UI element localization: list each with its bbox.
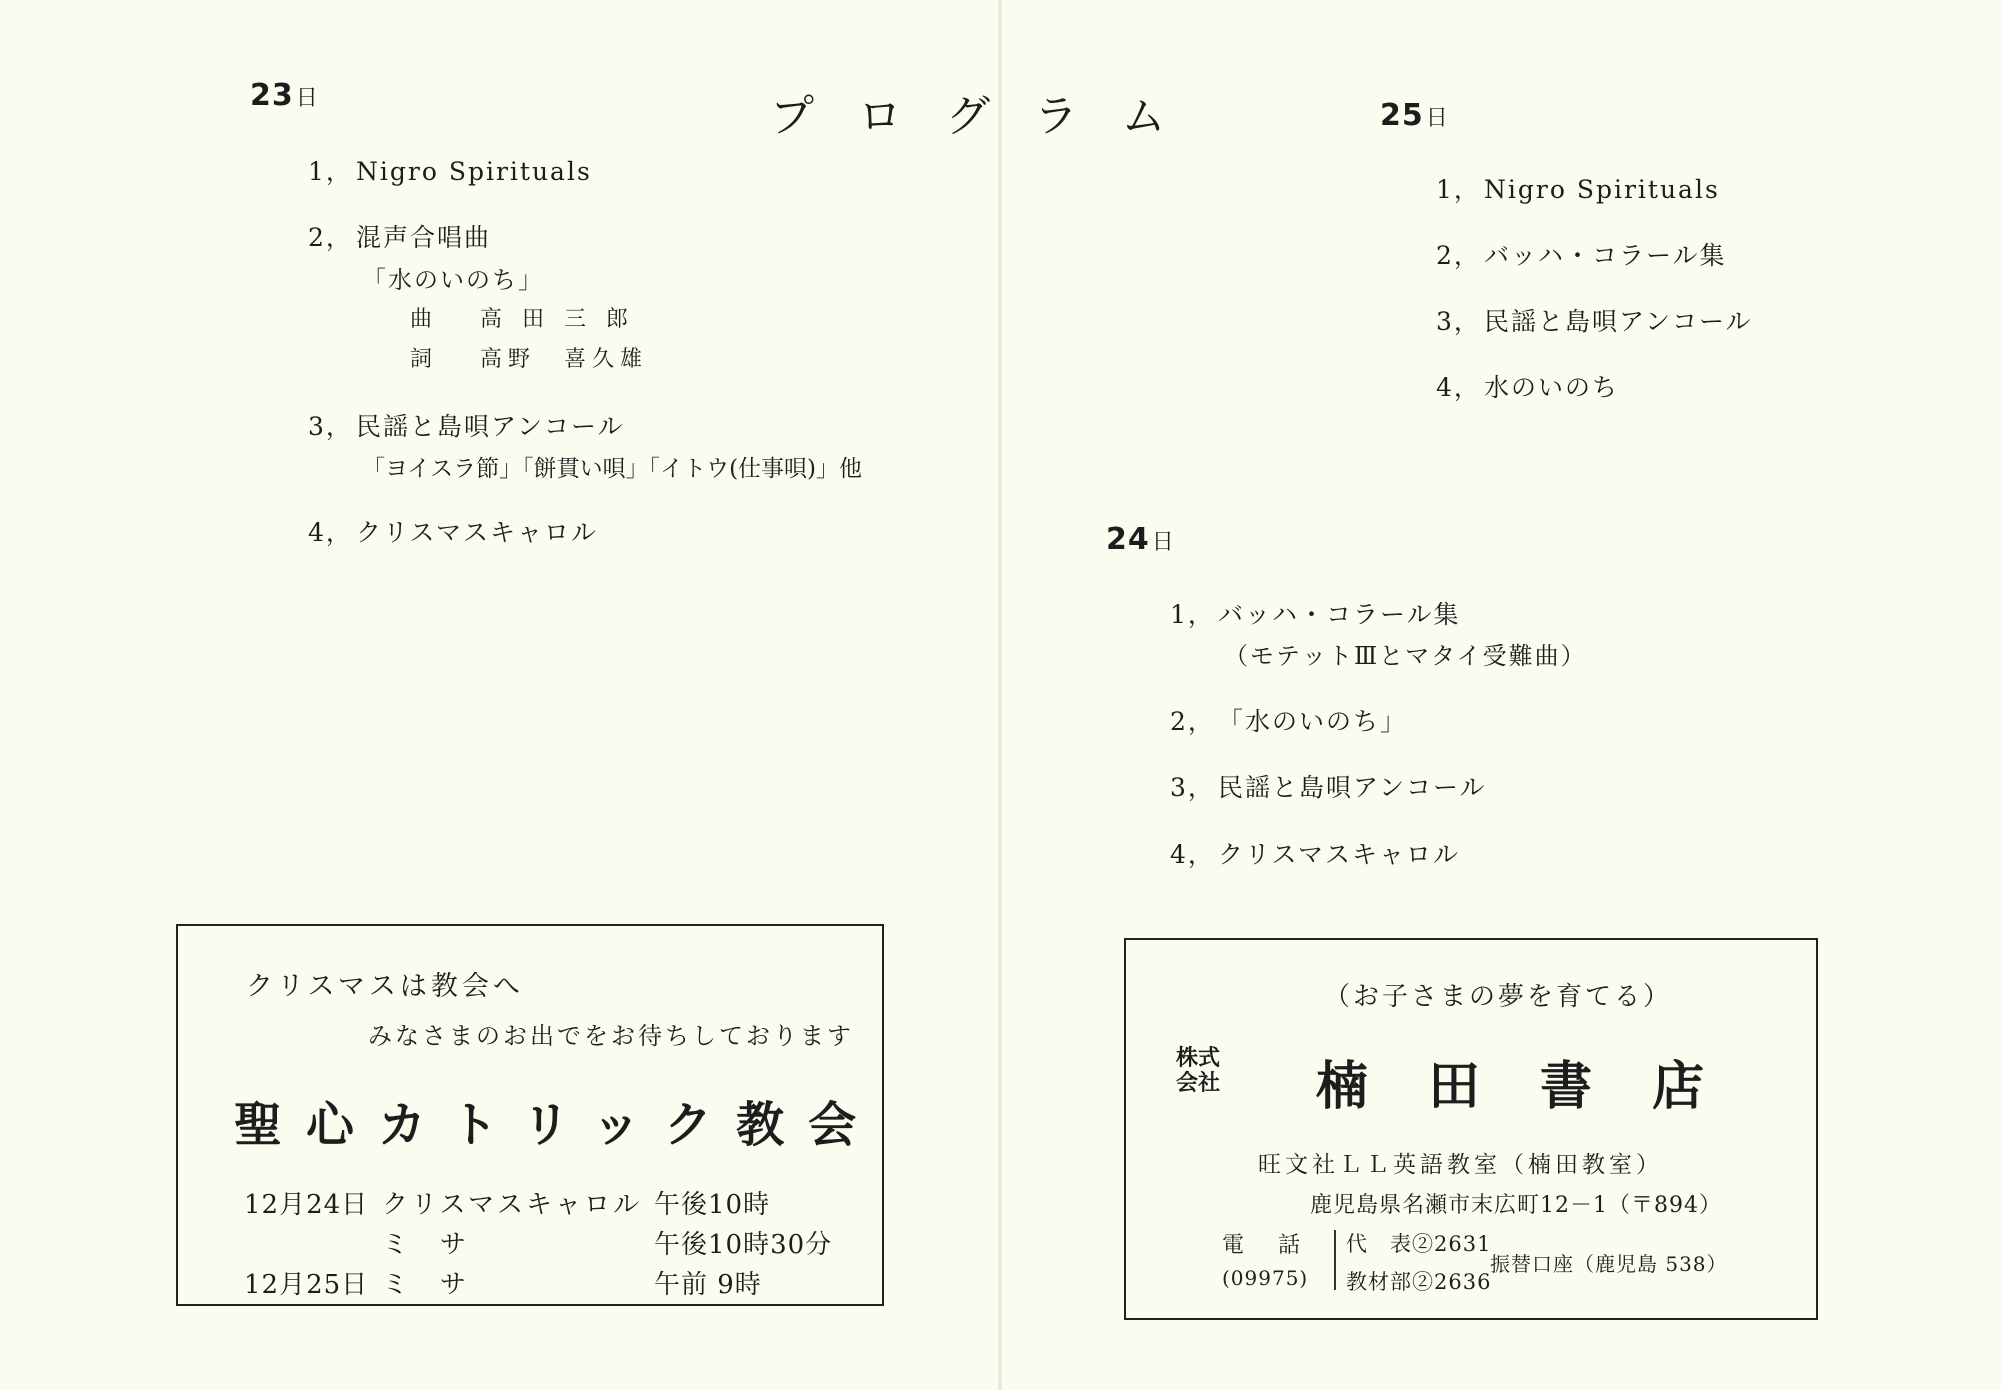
schedule-time: 午後10時 (654, 1190, 771, 1220)
item-text: 民謡と島唄アンコール (356, 412, 625, 441)
item-number: 1， (1436, 175, 1481, 204)
church-ad-headline: クリスマスは教会へ (246, 971, 524, 1002)
item-number: 4， (308, 518, 353, 547)
item-text: バッハ・コラール集 (1484, 241, 1727, 270)
day24-item-1 (1170, 595, 1461, 631)
day25-item-4 (1436, 368, 1619, 404)
day24-item-2 (1170, 702, 1407, 738)
item-number: 4， (1170, 840, 1215, 869)
composer-name: 高田三郎 (480, 307, 649, 332)
bookstore-advertisement (1124, 938, 1818, 1320)
item-text: 民謡と島唄アンコール (1484, 307, 1753, 336)
day-25-suffix: 日 (1425, 106, 1449, 131)
day25-item-2 (1436, 236, 1727, 272)
item-text: 水のいのち (1484, 373, 1620, 402)
church-ad-invitation: みなさまのお出でをお待ちしております (368, 1022, 854, 1050)
right-page (1000, 0, 2000, 1390)
item-number: 2， (1436, 241, 1481, 270)
item-number: 2， (1170, 707, 1215, 736)
company-type-line2: 会社 (1176, 1071, 1221, 1096)
phone-dept-line: 教材部②2636 (1346, 1270, 1492, 1294)
postal-transfer-account: 振替口座（鹿児島 538） (1490, 1252, 1728, 1276)
item-text: Nigro Spirituals (1484, 175, 1720, 204)
schedule-time: 午前 9時 (654, 1270, 762, 1300)
item-number: 1， (308, 157, 353, 186)
lyricist-role: 詞 (410, 347, 435, 372)
bach-note: （モテットⅢとマタイ受難曲） (1224, 642, 1587, 670)
schedule-date: 12月24日 (244, 1190, 369, 1220)
program-title: プログラム (770, 91, 1210, 142)
schedule-time: 午後10時30分 (654, 1230, 833, 1260)
piece-title: 「水のいのち」 (362, 266, 544, 294)
company-type (1176, 1046, 1220, 1096)
day24-item-3 (1170, 768, 1487, 804)
lyricist-credit (410, 342, 648, 373)
item-text: Nigro Spirituals (356, 157, 592, 186)
schedule-row-2 (244, 1224, 832, 1261)
item-number: 3， (1170, 773, 1215, 802)
schedule-event: クリスマスキャロル (382, 1190, 642, 1220)
phone-brace (1334, 1230, 1342, 1290)
day25-item-3 (1436, 302, 1753, 338)
church-advertisement (176, 924, 884, 1306)
item-number: 3， (308, 412, 353, 441)
item-number: 3， (1436, 307, 1481, 336)
schedule-date: 12月25日 (244, 1270, 369, 1300)
composer-credit (410, 302, 648, 333)
day23-item-4 (308, 513, 598, 549)
schedule-row-1 (244, 1184, 770, 1221)
day23-item-1 (308, 152, 592, 188)
item-number: 2， (308, 223, 353, 252)
shop-tagline: （お子さまの夢を育てる） (1324, 982, 1673, 1012)
folk-song-list: 「ヨイスラ節」「餅貫い唄」「イトウ(仕事唄)」他 (362, 456, 863, 482)
schedule-event: ミ サ (382, 1270, 470, 1300)
day23-item-2 (308, 218, 491, 254)
day-25-number: 25 (1380, 98, 1424, 133)
day-24-number: 24 (1106, 522, 1150, 557)
english-school: 旺文社ＬＬ英語教室（楠田教室） (1258, 1152, 1663, 1178)
phone-label: 電 話 (1222, 1233, 1307, 1258)
item-text: 「水のいのち」 (1218, 707, 1408, 736)
church-name: 聖心カトリック教会 (234, 1097, 881, 1153)
schedule-event: ミ サ (382, 1230, 470, 1260)
item-text: クリスマスキャロル (1218, 840, 1461, 869)
item-text: バッハ・コラール集 (1218, 600, 1461, 629)
day-24-heading (1106, 522, 1175, 557)
item-number: 1， (1170, 600, 1215, 629)
left-page (0, 0, 1000, 1390)
composer-role: 曲 (410, 307, 435, 332)
day-25-heading (1380, 98, 1449, 133)
shop-name: 楠田書店 (1316, 1057, 1765, 1117)
phone-area-code: (09975) (1222, 1266, 1309, 1290)
item-text: 混声合唱曲 (356, 223, 492, 252)
day-24-suffix: 日 (1151, 530, 1175, 555)
schedule-row-3 (244, 1264, 762, 1301)
item-text: クリスマスキャロル (356, 518, 599, 547)
company-type-line1: 株式 (1176, 1046, 1221, 1071)
lyricist-name: 高野 喜久雄 (480, 347, 649, 372)
shop-address: 鹿児島県名瀬市末広町12－1（〒894） (1310, 1193, 1722, 1218)
day25-item-1 (1436, 170, 1720, 206)
day23-item-3 (308, 407, 625, 443)
day-23-heading (250, 78, 319, 113)
day24-item-4 (1170, 835, 1460, 871)
item-number: 4， (1436, 373, 1481, 402)
phone-main-line: 代 表②2631 (1346, 1232, 1492, 1256)
day-23-suffix: 日 (295, 86, 319, 111)
item-text: 民謡と島唄アンコール (1218, 773, 1487, 802)
day-23-number: 23 (250, 78, 294, 113)
